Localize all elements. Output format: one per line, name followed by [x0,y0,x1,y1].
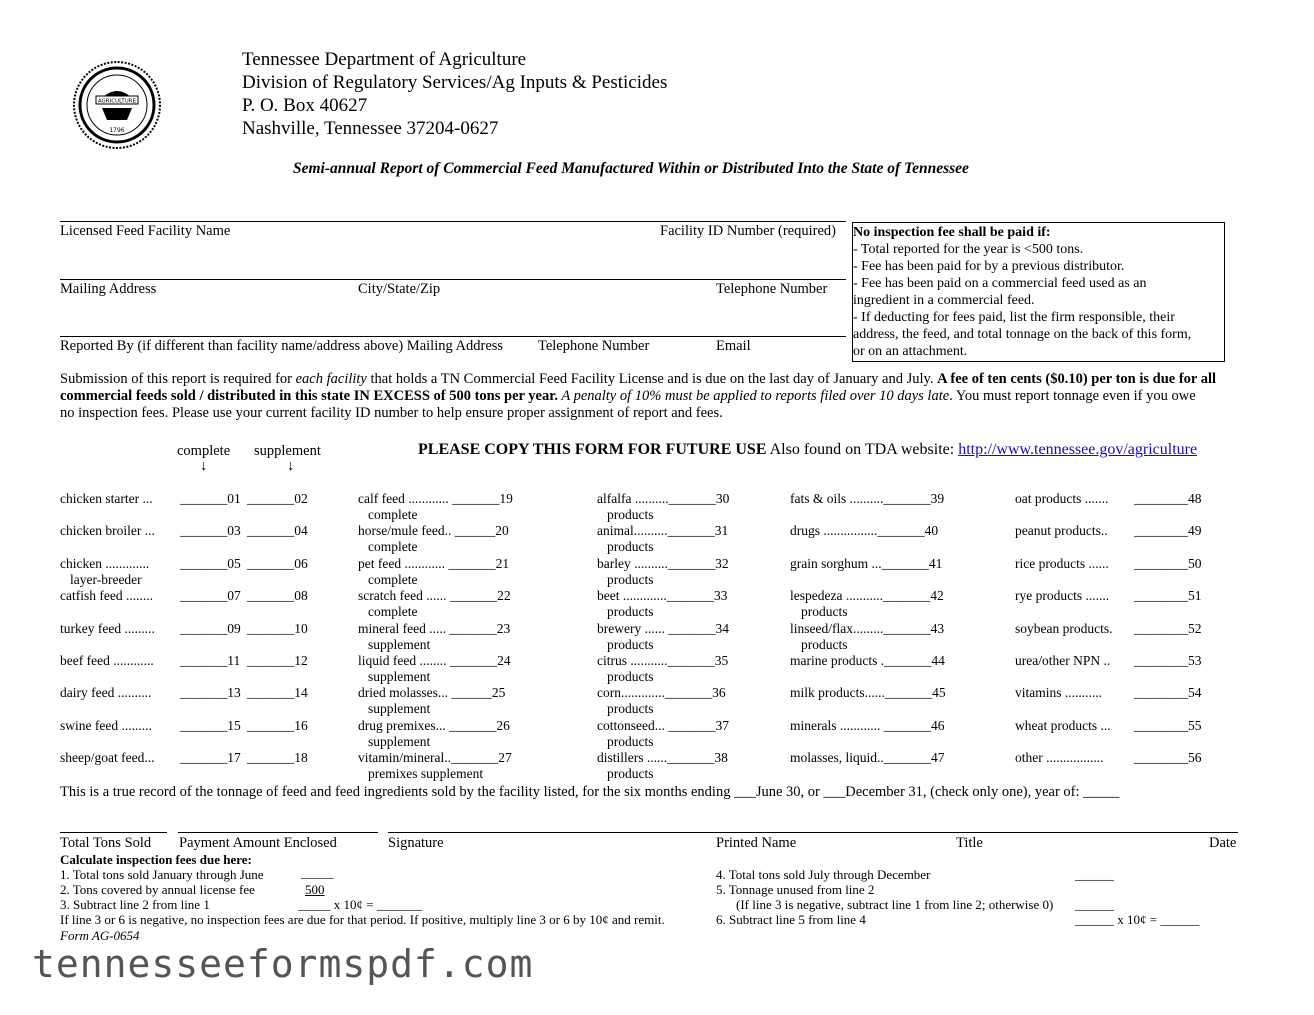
ingredient-tonnage-field[interactable]: ________50 [1134,555,1202,571]
instr-text: that holds a TN Commercial Feed Facility License and is due on the last day of January and July. [366,371,938,387]
calc-line-1-value[interactable]: _____ [301,865,334,880]
supplement-tonnage-field[interactable]: _______14 [247,685,308,701]
feed-sublabel: complete [368,507,418,522]
complete-tonnage-field[interactable]: _______13 [180,685,241,701]
feed-sublabel: supplement [368,733,431,749]
notice-heading: No inspection fee shall be paid if: [853,225,1051,240]
feed-tonnage-field[interactable]: horse/mule feed.. ______20 [358,523,509,539]
calc-line-3-value[interactable]: _____ x 10¢ = _______ [298,897,423,912]
ingredient-tonnage-field[interactable]: corn............._______36 [597,685,726,701]
printed-name-label: Printed Name [716,835,797,851]
city-address: Nashville, Tennessee 37204-0627 [242,118,499,139]
feed-label: beef feed ............ [60,653,154,668]
instr-italic: A penalty of 10% must be applied to reports filed over 10 days late [557,388,950,404]
down-arrow-icon: ↓ [287,458,295,474]
ingredient-tonnage-field[interactable]: milk products......_______45 [790,685,946,701]
notice-line: ingredient in a commercial feed. [853,293,1035,308]
complete-tonnage-field[interactable]: _______07 [180,588,241,604]
ingredient-tonnage-field[interactable]: ________54 [1134,685,1202,701]
instructions-line-3: no inspection fees. Please use your current facility ID number to help ensure proper assignment of report and fees. [60,405,723,421]
tda-website-link[interactable]: http://www.tennessee.gov/agriculture [958,441,1198,458]
instr-italic: each facility [295,371,367,387]
facility-id-label: Facility ID Number (required) [660,223,836,239]
notice-line: - Fee has been paid for by a previous distributor. [853,259,1125,274]
feed-label: catfish feed ........ [60,588,153,604]
complete-tonnage-field[interactable]: _______15 [180,717,241,733]
complete-tonnage-field[interactable]: _______17 [180,750,241,766]
ingredient-label: other ................. [1015,750,1104,766]
ingredient-sublabel: products [607,701,654,717]
payment-label: Payment Amount Enclosed [179,835,337,851]
calc-line-5: 5. Tonnage unused from line 2 [716,882,875,897]
calc-line-2: 2. Tons covered by annual license fee [60,882,255,897]
ingredient-tonnage-field[interactable]: linseed/flax........._______43 [790,620,945,636]
supplement-tonnage-field[interactable]: _______12 [247,653,308,668]
supplement-tonnage-field[interactable]: _______18 [247,750,308,766]
ingredient-tonnage-field[interactable]: ________49 [1134,523,1202,539]
ingredient-label: rice products ...... [1015,555,1109,571]
feed-label: sheep/goat feed... [60,750,155,766]
feed-tonnage-field[interactable]: dried molasses... ______25 [358,685,506,701]
dept-name: Tennessee Department of Agriculture [242,49,527,70]
feed-label: swine feed ......... [60,717,152,733]
mailing-address-label: Mailing Address [60,281,157,297]
ingredient-sublabel: products [607,733,654,749]
instr-bold: commercial feeds sold / distributed in this state IN EXCESS of 500 tons per year. [60,388,558,404]
copy-notice-text: Also found on TDA website: [766,441,959,458]
signature-line[interactable] [388,832,1238,833]
calc-note: If line 3 or 6 is negative, no inspection fees are due for that period. If positive, multiply line 3 or 6 by 10¢ and remit. [60,912,665,927]
instr-text: . You must report tonnage even if you owe [949,388,1196,404]
ingredient-tonnage-field[interactable]: ________55 [1134,717,1202,733]
ingredient-sublabel: products [607,604,654,620]
complete-tonnage-field[interactable]: _______09 [180,620,241,636]
notice-line: - Fee has been paid on a commercial feed used as an [853,276,1147,291]
watermark: tennesseeformspdf.com [32,942,534,986]
feed-sublabel: premixes supplement [368,766,484,782]
state-seal [72,60,162,150]
ingredient-tonnage-field[interactable]: barley .........._______32 [597,555,729,571]
facility-name-label: Licensed Feed Facility Name [60,223,231,239]
feed-sublabel: supplement [368,636,431,652]
supplement-tonnage-field[interactable]: _______10 [247,620,308,636]
calc-line-4: 4. Total tons sold July through December [716,867,931,882]
ingredient-tonnage-field[interactable]: ________53 [1134,653,1202,668]
date-label: Date [1209,835,1237,851]
complete-tonnage-field[interactable]: _______05 [180,555,241,571]
reported-by-label: Reported By (if different than facility name/address above) Mailing Address [60,338,504,354]
total-tons-label: Total Tons Sold [60,835,152,851]
feed-tonnage-field[interactable]: scratch feed ...... _______22 [358,588,511,604]
feed-label: turkey feed ......... [60,620,155,636]
total-tons-line[interactable] [60,832,167,833]
reported-by-line[interactable] [60,336,846,337]
notice-line: - Total reported for the year is <500 tons. [853,242,1084,257]
ingredient-sublabel: products [801,636,848,652]
complete-tonnage-field[interactable]: _______03 [180,523,241,539]
ingredient-tonnage-field[interactable]: ________48 [1134,491,1202,506]
feed-tonnage-field[interactable]: vitamin/mineral.._______27 [358,750,512,766]
copy-notice-bold: PLEASE COPY THIS FORM FOR FUTURE USE [418,441,767,458]
po-box: P. O. Box 40627 [242,95,368,116]
instr-text: Submission of this report is required for [60,371,296,387]
notice-line: or on an attachment. [853,344,968,359]
feed-label: dairy feed .......... [60,685,152,701]
seal-year: 1796 [109,127,125,134]
mailing-address-line[interactable] [60,279,846,280]
calc-line-5-note: (If line 3 is negative, subtract line 1 from line 2; otherwise 0) [736,897,1054,912]
seal-text: AGRICULTURE [97,98,137,105]
calc-heading: Calculate inspection fees due here: [60,852,252,867]
feed-sublabel: complete [368,604,418,620]
down-arrow-icon: ↓ [200,458,208,474]
feed-sublabel: supplement [368,701,431,717]
calc-line-2-value: 500 [305,882,325,897]
ingredient-sublabel: products [801,604,848,620]
ingredient-tonnage-field[interactable]: animal.........._______31 [597,523,729,539]
supplement-tonnage-field[interactable]: _______08 [247,588,308,604]
ingredient-tonnage-field[interactable]: grain sorghum ..._______41 [790,555,943,571]
ingredient-sublabel: products [607,539,654,555]
supplement-tonnage-field[interactable]: _______04 [247,523,308,539]
ingredient-tonnage-field[interactable]: brewery ...... _______34 [597,620,729,636]
form-title: Semi-annual Report of Commercial Feed Manufactured Within or Distributed Into the State of Tennessee [293,160,969,177]
calc-line-6-value[interactable]: ______ x 10¢ = ______ [1075,912,1200,927]
facility-name-line[interactable] [60,221,846,222]
notice-line: address, the feed, and total tonnage on the back of this form, [853,327,1192,342]
feed-sublabel: complete [368,571,418,587]
calc-line-3: 3. Subtract line 2 from line 1 [60,897,210,912]
complete-tonnage-field[interactable]: _______01 [180,491,241,506]
ingredient-tonnage-field[interactable]: minerals ............ _______46 [790,717,945,733]
feed-tonnage-field[interactable]: pet feed ............ _______21 [358,555,510,571]
feed-tonnage-field[interactable]: liquid feed ........ _______24 [358,653,511,668]
ingredient-label: rye products ....... [1015,588,1110,604]
ingredient-label: peanut products.. [1015,523,1108,539]
notice-line: - If deducting for fees paid, list the firm responsible, their [853,310,1175,325]
supplement-tonnage-field[interactable]: _______16 [247,717,308,733]
ingredient-tonnage-field[interactable]: alfalfa .........._______30 [597,491,730,506]
title-label: Title [956,835,983,851]
city-state-zip-label: City/State/Zip [358,281,441,297]
ingredient-tonnage-field[interactable]: fats & oils .........._______39 [790,491,945,506]
ingredient-sublabel: products [607,766,654,782]
feed-tonnage-field[interactable]: mineral feed ..... _______23 [358,620,511,636]
copy-notice [418,441,1197,459]
ingredient-label: urea/other NPN .. [1015,653,1111,668]
ingredient-sublabel: products [607,507,654,522]
email-label: Email [716,338,751,354]
feed-tonnage-field[interactable]: calf feed ............ _______19 [358,491,513,506]
ingredient-sublabel: products [607,669,654,684]
supplement-tonnage-field[interactable]: _______06 [247,555,308,571]
ingredient-tonnage-field[interactable]: beet ............._______33 [597,588,728,604]
calc-line-1: 1. Total tons sold January through June [60,867,264,882]
calc-line-5-value[interactable]: ______ [1075,897,1114,912]
ingredient-tonnage-field[interactable]: ________56 [1134,750,1202,766]
feed-sublabel: supplement [368,669,431,684]
no-fee-notice-box [852,222,1225,362]
calc-line-4-value[interactable]: ______ [1075,867,1114,882]
ingredient-sublabel: products [607,571,654,587]
feed-label: chicken starter ... [60,491,153,506]
complete-tonnage-field[interactable]: _______11 [180,653,241,668]
feed-label: chicken broiler ... [60,523,155,539]
form-number: Form AG-0654 [60,928,140,943]
ingredient-label: soybean products. [1015,620,1113,636]
ingredient-sublabel: products [607,636,654,652]
ingredient-label: vitamins ........... [1015,685,1102,701]
calc-line-6: 6. Subtract line 5 from line 4 [716,912,866,927]
ingredient-tonnage-field[interactable]: molasses, liquid.._______47 [790,750,945,766]
certification-statement: This is a true record of the tonnage of feed and feed ingredients sold by the facility listed, for the six months ending ___June 30, or ___December 31, (check only one), year of: _____ [60,784,1120,800]
telephone2-label: Telephone Number [538,338,650,354]
division-name: Division of Regulatory Services/Ag Inputs & Pesticides [242,72,668,93]
ingredient-tonnage-field[interactable]: marine products ._______44 [790,653,945,668]
instructions-line-2 [60,388,1196,406]
ingredient-tonnage-field[interactable]: ________52 [1134,620,1202,636]
feed-label: chicken ............. [60,555,150,571]
ingredient-label: wheat products ... [1015,717,1111,733]
supplement-header: supplement [254,443,321,459]
ingredient-label: oat products ....... [1015,491,1109,506]
ingredient-tonnage-field[interactable]: cottonseed... _______37 [597,717,729,733]
supplement-tonnage-field[interactable]: _______02 [247,491,308,506]
instr-bold: A fee of ten cents ($0.10) per ton is due for all [937,371,1217,387]
ingredient-tonnage-field[interactable]: ________51 [1134,588,1202,604]
feed-sublabel: layer-breeder [70,571,142,587]
ingredient-tonnage-field[interactable]: distillers ......_______38 [597,750,728,766]
instructions-line-1 [60,371,1216,389]
telephone-label: Telephone Number [716,281,828,297]
ingredient-tonnage-field[interactable]: citrus ..........._______35 [597,653,729,668]
payment-line[interactable] [178,832,378,833]
signature-label: Signature [388,835,444,851]
feed-sublabel: complete [368,539,418,555]
feed-tonnage-field[interactable]: drug premixes... _______26 [358,717,510,733]
complete-header: complete [177,443,231,459]
ingredient-tonnage-field[interactable]: drugs ................_______40 [790,523,939,539]
ingredient-tonnage-field[interactable]: lespedeza ..........._______42 [790,588,944,604]
